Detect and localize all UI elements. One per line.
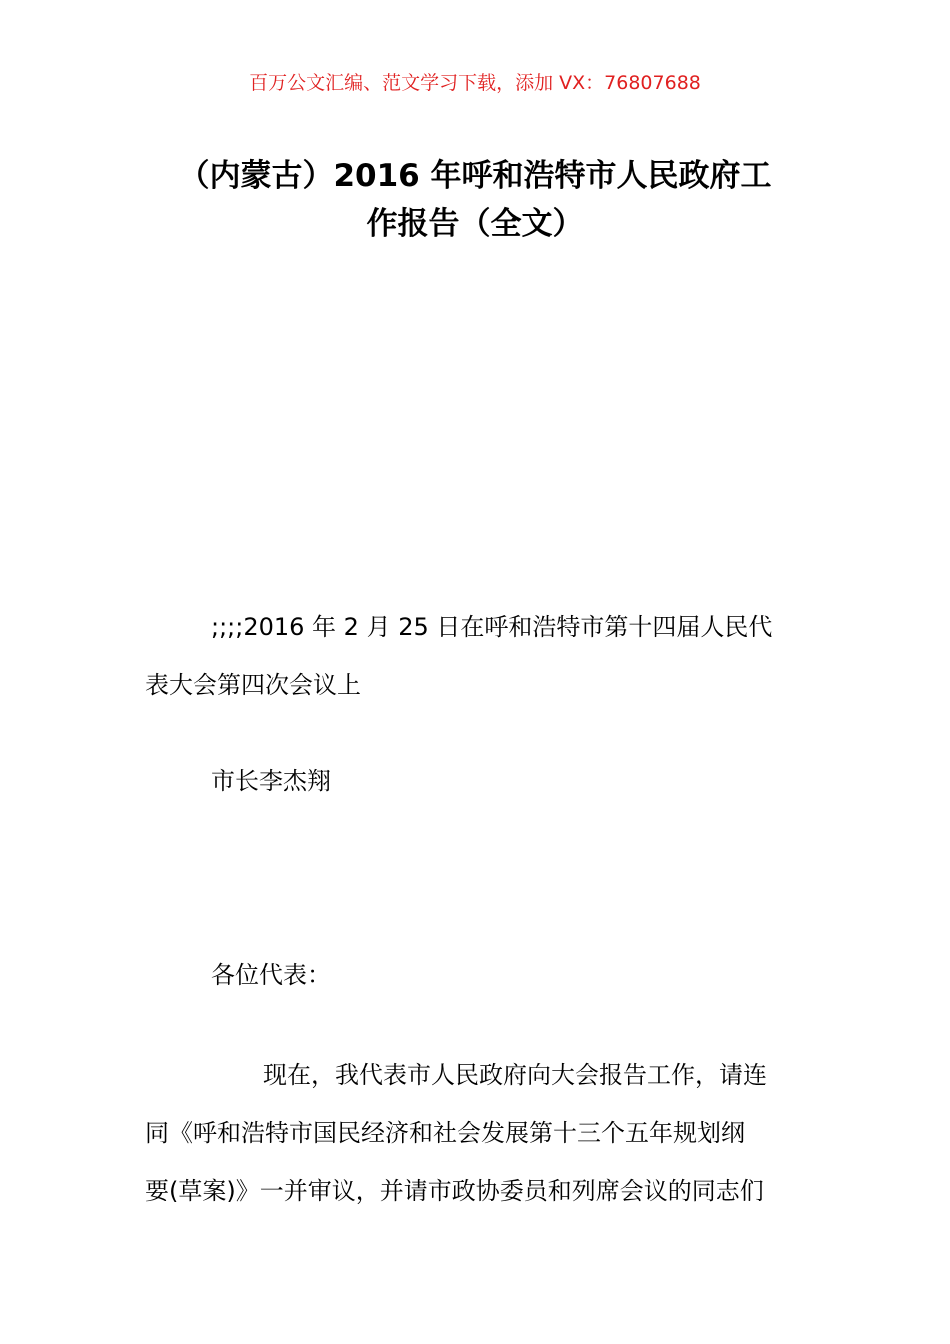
greeting-line: 各位代表： [211,961,331,989]
speaker-line: 市长李杰翔 [211,767,331,795]
download-promo-note: 百万公文汇编、范文学习下载，添加 VX：76807688 [249,72,701,94]
meeting-info-paragraph [145,598,810,714]
document-title-line-2: 作报告（全文） [366,206,584,242]
meeting-info-line-2: 表大会第四次会议上 [145,671,361,699]
report-line-1: 现在，我代表市人民政府向大会报告工作，请连 [263,1061,767,1089]
meeting-info-line-1: ;;;;2016 年 2 月 25 日在呼和浩特市第十四届人民代 [211,613,773,641]
report-line-2: 同《呼和浩特市国民经济和社会发展第十三个五年规划纲 [145,1119,745,1147]
report-line-3: 要(草案)》一并审议，并请市政协委员和列席会议的同志们 [145,1177,764,1205]
document-title-line-1: （内蒙古）2016 年呼和浩特市人民政府工 [178,158,772,194]
report-opening-paragraph [145,1046,810,1220]
